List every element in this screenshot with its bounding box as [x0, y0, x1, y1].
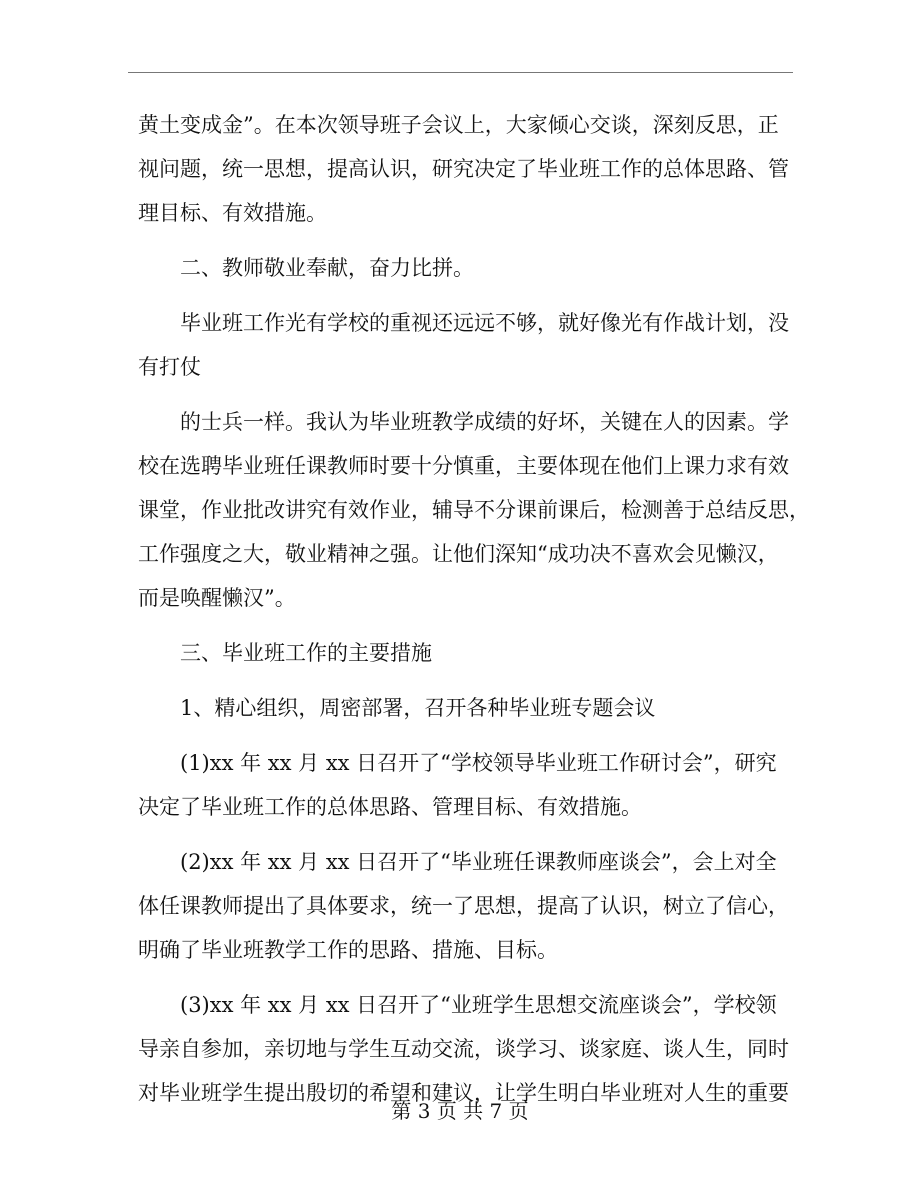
- text-line: 而是唤醒懒汉”。: [138, 586, 296, 610]
- text-line: 工作强度之大，敬业精神之强。让他们深知“成功决不喜欢会见懒汉，: [138, 542, 779, 566]
- text-line: 课堂，作业批改讲究有效作业，辅导不分课前课后，检测善于总结反思，: [138, 498, 810, 522]
- text-line: 校在选聘毕业班任课教师时要十分慎重，主要体现在他们上课力求有效: [138, 454, 789, 478]
- text-line: 理目标、有效措施。: [138, 201, 327, 225]
- text-line: 明确了毕业班教学工作的思路、措施、目标。: [138, 938, 558, 962]
- page-number: 第 3 页 共 7 页: [391, 1099, 529, 1123]
- section-heading: 三、毕业班工作的主要措施: [180, 641, 432, 665]
- text-line: 对毕业班学生提出殷切的希望和建议，让学生明白毕业班对人生的重要: [138, 1081, 789, 1105]
- text-line: (2)xx 年 xx 月 xx 日召开了“毕业班任课教师座谈会”，会上对全: [180, 850, 777, 874]
- header-rule: [128, 72, 793, 73]
- text-line: 决定了毕业班工作的总体思路、管理目标、有效措施。: [138, 795, 642, 819]
- text-line: (3)xx 年 xx 月 xx 日召开了“业班学生思想交流座谈会”，学校领: [180, 993, 777, 1017]
- text-line: 毕业班工作光有学校的重视还远远不够，就好像光有作战计划，没: [180, 311, 789, 335]
- text-line: 体任课教师提出了具体要求，统一了思想，提高了认识，树立了信心，: [138, 894, 789, 918]
- section-heading: 二、教师敬业奉献，奋力比拼。: [180, 256, 474, 280]
- text-line: 导亲自参加，亲切地与学生互动交流，谈学习、谈家庭、谈人生，同时: [138, 1037, 789, 1061]
- text-line: 有打仗: [138, 355, 201, 379]
- text-line: 的士兵一样。我认为毕业班教学成绩的好坏，关键在人的因素。学: [180, 410, 789, 434]
- subsection-heading: 1、精心组织，周密部署，召开各种毕业班专题会议: [180, 696, 656, 720]
- text-line: 视问题，统一思想，提高认识，研究决定了毕业班工作的总体思路、管: [138, 157, 789, 181]
- text-line: 黄土变成金”。在本次领导班子会议上，大家倾心交谈，深刻反思，正: [138, 113, 779, 137]
- text-line: (1)xx 年 xx 月 xx 日召开了“学校领导毕业班工作研讨会”，研究: [180, 751, 777, 775]
